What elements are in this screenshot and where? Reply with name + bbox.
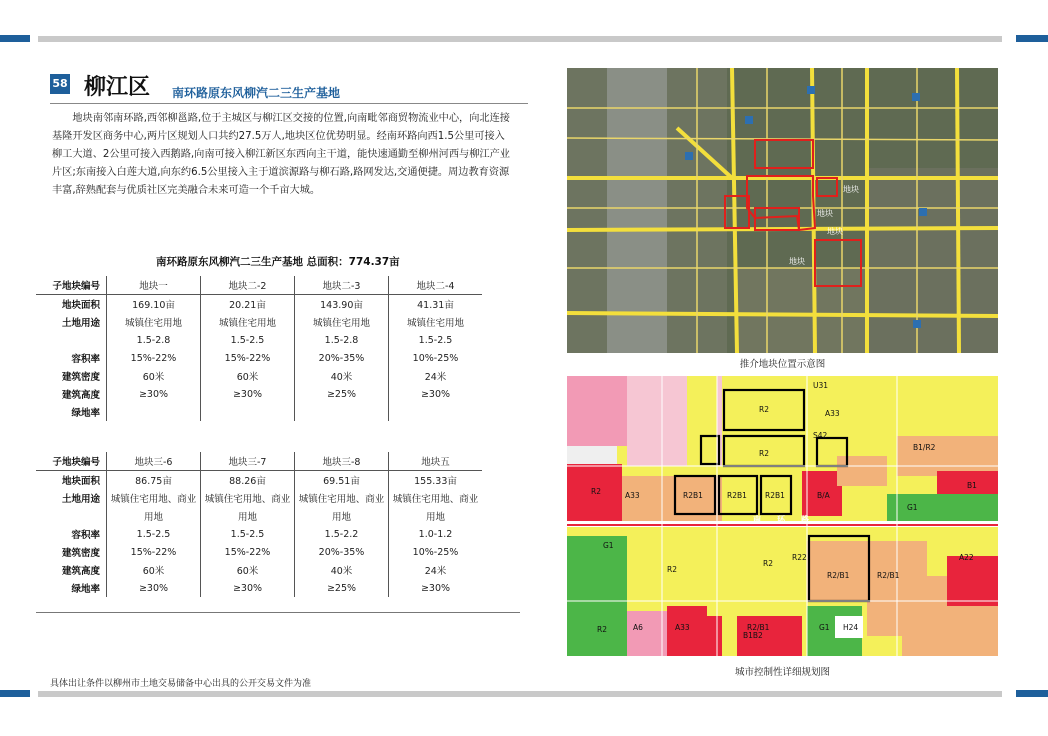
table-cell: 143.90亩 — [295, 295, 389, 314]
table-cell: 86.75亩 — [107, 471, 201, 490]
parcel-table-2 — [36, 452, 482, 597]
table-cell: 地块二-2 — [201, 276, 295, 295]
bottom-rule — [38, 691, 1002, 697]
table-row — [36, 525, 482, 543]
table-cell — [389, 403, 483, 421]
table-row — [36, 313, 482, 331]
row-label: 土地用途 — [36, 313, 107, 331]
table-cell: 用地 — [425, 512, 445, 523]
svg-text:环: 环 — [777, 515, 785, 524]
table-cell: 41.31亩 — [417, 300, 454, 311]
plan-label: G1 — [603, 541, 614, 550]
table-row — [36, 295, 482, 314]
table-cell: 地块三-7 — [201, 452, 295, 471]
table-cell: 88.26亩 — [201, 471, 295, 490]
table-cell — [107, 403, 201, 421]
table-cell: 10%-25% — [412, 352, 459, 364]
plan-label: R2 — [759, 405, 769, 414]
plan-label: A33 — [625, 491, 640, 500]
table-cell: 地块一 — [107, 276, 201, 295]
table-cell: 1.5-2.5 — [107, 525, 201, 543]
table-cell: 60米 — [107, 367, 201, 385]
table-cell: 城镇住宅用地、商业 — [107, 489, 201, 507]
plan-label: B1B2 — [743, 631, 763, 640]
footnote: 具体出让条件以柳州市土地交易储备中心出具的公开交易文件为准 — [50, 679, 312, 689]
intro-paragraph: 地块南邻南环路,西邻柳邕路,位于主城区与柳江区交接的位置,向南毗邻商贸物流业中心，向北连接基隆开发区商务中心,两片区规划人口共约27.5万人,地块区位优势明显。经南环路向西1.5公里可接入柳工大道、2公里可接入西鹅路,向南可接入柳江新区东西向主干道，能快速通勤至柳州河西与柳江产业片区;东南接入白莲大道,向东约6.5公里接入主于道滨源路与柳石路,路网发达,交通便捷。周边教育资源丰富,辞熟配套与优质社区完美融合未来可造一个千亩大城。 — [52, 113, 510, 196]
regulatory-plan-map — [567, 376, 998, 656]
map-caption: 推介地块位置示意图 — [739, 359, 826, 370]
table-cell: 城镇住宅用地、商业 — [295, 489, 389, 507]
table-cell: 1.0-1.2 — [418, 528, 453, 540]
map-label: 地块 — [827, 227, 843, 236]
plan-label: B1 — [967, 481, 977, 490]
svg-text:南: 南 — [753, 515, 761, 524]
table-cell: 地块五 — [389, 452, 483, 471]
map-label: 地块 — [843, 185, 859, 194]
table-cell: 60米 — [107, 561, 201, 579]
table-cell: 24米 — [424, 372, 447, 383]
table-cell: 20%-35% — [295, 349, 389, 367]
row-label: 地块面积 — [36, 471, 107, 490]
table-cell: ≥30% — [201, 579, 295, 597]
table-cell: 地块三-8 — [295, 452, 389, 471]
site-subtitle: 南环路原东风柳汽二三生产基地 — [172, 86, 341, 100]
plan-label: R2 — [759, 449, 769, 458]
plan-label: R2 — [667, 565, 677, 574]
table-cell: 15%-22% — [107, 349, 201, 367]
table-row — [36, 543, 482, 561]
district-title: 柳江区 — [84, 75, 151, 100]
table-row — [36, 331, 482, 349]
table-cell: 24米 — [424, 566, 447, 577]
table-cell: 用地 — [201, 507, 295, 525]
table-cell: 城镇住宅用地 — [201, 313, 295, 331]
plan-label: U31 — [813, 381, 829, 390]
table-row — [36, 471, 482, 490]
table-cell: 城镇住宅用地、商业 — [392, 494, 479, 505]
plan-caption: 城市控制性详细规划图 — [734, 667, 830, 678]
table-cell: 169.10亩 — [107, 295, 201, 314]
map-label: 地块 — [789, 257, 805, 266]
table-cell: 20.21亩 — [201, 295, 295, 314]
row-label: 土地用途 — [36, 489, 107, 507]
table-cell: 地块三-6 — [107, 452, 201, 471]
plan-label: R22 — [792, 553, 807, 562]
row-label: 子地块编号 — [36, 276, 107, 295]
row-label: 建筑高度 — [36, 385, 107, 403]
table-cell: 1.5-2.8 — [107, 331, 201, 349]
page-number-badge: 58 — [50, 74, 70, 94]
table-cell: 60米 — [201, 561, 295, 579]
plan-label: R2/B1 — [747, 623, 770, 632]
svg-text:路: 路 — [801, 515, 809, 524]
table-bottom-rule — [36, 612, 520, 613]
row-label — [36, 507, 107, 525]
row-label: 绿地率 — [36, 579, 107, 597]
row-label: 建筑密度 — [36, 367, 107, 385]
table-cell: ≥30% — [420, 582, 451, 594]
plan-label: B1/R2 — [913, 443, 936, 452]
plan-label: S42 — [813, 431, 828, 440]
table-cell: 1.5-2.2 — [295, 525, 389, 543]
regulatory-plan-image — [567, 376, 998, 656]
table-cell: 155.33亩 — [414, 476, 457, 487]
table-cell — [201, 403, 295, 421]
corner-mark — [0, 690, 30, 697]
plan-label: R2B1 — [765, 491, 785, 500]
row-label — [36, 331, 107, 349]
table-cell: 城镇住宅用地 — [406, 318, 464, 329]
table-cell: 40米 — [295, 367, 389, 385]
plan-label: A6 — [633, 623, 643, 632]
plan-label: A33 — [675, 623, 690, 632]
table-cell: 60米 — [201, 367, 295, 385]
row-label: 建筑密度 — [36, 543, 107, 561]
location-map-image — [567, 68, 998, 353]
table-row — [36, 276, 482, 295]
table-cell: 15%-22% — [201, 349, 295, 367]
row-label: 地块面积 — [36, 295, 107, 314]
row-label: 容积率 — [36, 349, 107, 367]
table-row — [36, 367, 482, 385]
row-label: 子地块编号 — [36, 452, 107, 471]
table-cell: 20%-35% — [295, 543, 389, 561]
table-cell: ≥25% — [295, 579, 389, 597]
plan-label: R2/B1 — [827, 571, 850, 580]
plan-label: R2/B1 — [877, 571, 900, 580]
table-cell: 69.51亩 — [295, 471, 389, 490]
table-cell: ≥25% — [295, 385, 389, 403]
table-cell: 15%-22% — [201, 543, 295, 561]
table-cell: 用地 — [295, 507, 389, 525]
table-row — [36, 349, 482, 367]
table-cell: ≥30% — [107, 385, 201, 403]
table-cell: 地块二-3 — [295, 276, 389, 295]
table-row — [36, 489, 482, 507]
plan-label: H24 — [843, 623, 859, 632]
table-row — [36, 385, 482, 403]
location-map — [567, 68, 998, 353]
table-cell: 城镇住宅用地 — [107, 313, 201, 331]
plan-label: B/A — [817, 491, 830, 500]
corner-mark — [1016, 35, 1048, 42]
plan-label: R2 — [597, 625, 607, 634]
plan-label: A33 — [825, 409, 840, 418]
table-cell: ≥30% — [201, 385, 295, 403]
table-row — [36, 579, 482, 597]
table-row — [36, 452, 482, 471]
table-cell: 10%-25% — [412, 546, 459, 558]
row-label: 建筑高度 — [36, 561, 107, 579]
table-cell: 地块二-4 — [389, 276, 483, 295]
table-row — [36, 507, 482, 525]
table-cell: 1.5-2.5 — [201, 331, 295, 349]
row-label: 容积率 — [36, 525, 107, 543]
top-rule — [38, 36, 1002, 42]
plan-label: R2B1 — [683, 491, 703, 500]
table-cell: 用地 — [107, 507, 201, 525]
table-cell: 1.5-2.8 — [295, 331, 389, 349]
plan-label: R2 — [763, 559, 773, 568]
table-cell: 15%-22% — [107, 543, 201, 561]
table-cell: 1.5-2.5 — [418, 334, 453, 346]
table-row — [36, 561, 482, 579]
table-cell: 1.5-2.5 — [201, 525, 295, 543]
plan-label: A22 — [959, 553, 974, 562]
table-cell — [295, 403, 389, 421]
parcel-table-1 — [36, 276, 482, 421]
plan-label: G1 — [907, 503, 918, 512]
table-cell: ≥30% — [420, 388, 451, 400]
table-title: 南环路原东风柳汽二三生产基地 总面积：774.37亩 — [156, 256, 400, 268]
corner-mark — [0, 35, 30, 42]
row-label: 绿地率 — [36, 403, 107, 421]
corner-mark — [1016, 690, 1048, 697]
plan-label: R2B1 — [727, 491, 747, 500]
plan-label: G1 — [819, 623, 830, 632]
title-divider — [50, 103, 528, 104]
table-row — [36, 403, 482, 421]
table-cell: 40米 — [295, 561, 389, 579]
map-label: 地块 — [817, 209, 833, 218]
plan-label: R2 — [591, 487, 601, 496]
table-cell: 城镇住宅用地、商业 — [201, 489, 295, 507]
table-cell: ≥30% — [107, 579, 201, 597]
table-cell: 城镇住宅用地 — [295, 313, 389, 331]
